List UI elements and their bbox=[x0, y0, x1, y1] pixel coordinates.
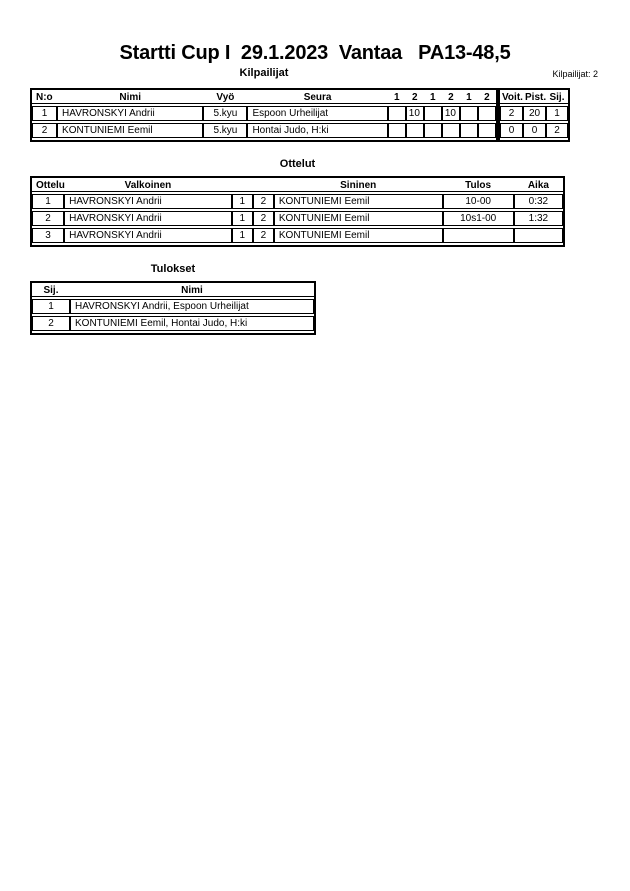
header-row bbox=[32, 180, 563, 192]
cell-match-no: 1 bbox=[32, 194, 64, 209]
col-header-result: Tulos bbox=[443, 180, 514, 192]
cell-place: 2 bbox=[32, 316, 70, 331]
col-header-club: Seura bbox=[247, 92, 387, 104]
cell-blue-name: KONTUNIEMI Eemil bbox=[274, 194, 443, 209]
cell-name: HAVRONSKYI Andrii bbox=[57, 106, 203, 121]
col-header-points: Pist. bbox=[525, 92, 547, 103]
cell-score bbox=[424, 106, 442, 121]
summary-row bbox=[500, 123, 568, 138]
cell-white-name: HAVRONSKYI Andrii bbox=[64, 228, 232, 243]
col-header-white-no bbox=[232, 180, 253, 192]
kilpailijat-table-group bbox=[30, 88, 570, 142]
cell-no: 1 bbox=[32, 106, 57, 121]
cell-blue-no: 2 bbox=[253, 228, 274, 243]
cell-score: 10 bbox=[442, 106, 460, 121]
cell-score bbox=[406, 123, 424, 138]
match-row bbox=[32, 194, 563, 209]
cell-blue-name: KONTUNIEMI Eemil bbox=[274, 228, 443, 243]
cell-points: 0 bbox=[523, 123, 546, 138]
cell-time: 1:32 bbox=[514, 211, 563, 226]
cell-score bbox=[460, 123, 478, 138]
col-header-match: Ottelu bbox=[32, 180, 64, 192]
cell-wins: 2 bbox=[500, 106, 523, 121]
cell-blue-no: 2 bbox=[253, 194, 274, 209]
cell-time bbox=[514, 228, 563, 243]
page-title: Startti Cup I 29.1.2023 Vantaa PA13-48,5 bbox=[119, 42, 511, 64]
cell-white-name: HAVRONSKYI Andrii bbox=[64, 194, 232, 209]
col-header-name: Nimi bbox=[70, 285, 314, 297]
cell-result: 10-00 bbox=[443, 194, 514, 209]
cell-white-name: HAVRONSKYI Andrii bbox=[64, 211, 232, 226]
cell-place: 2 bbox=[546, 123, 568, 138]
col-header-score: 2 bbox=[406, 92, 424, 104]
match-row bbox=[32, 211, 563, 226]
cell-points: 20 bbox=[523, 106, 546, 121]
summary-row bbox=[500, 106, 568, 121]
ottelut-heading: Ottelut bbox=[279, 158, 316, 170]
cell-place: 1 bbox=[546, 106, 568, 121]
tulokset-table bbox=[30, 281, 316, 335]
cell-score: 10 bbox=[406, 106, 424, 121]
cell-result bbox=[443, 228, 514, 243]
cell-name: KONTUNIEMI Eemil bbox=[57, 123, 203, 138]
tulokset-heading: Tulokset bbox=[150, 263, 196, 275]
cell-place: 1 bbox=[32, 299, 70, 314]
cell-match-no: 2 bbox=[32, 211, 64, 226]
cell-blue-name: KONTUNIEMI Eemil bbox=[274, 211, 443, 226]
result-row bbox=[32, 299, 314, 314]
cell-match-no: 3 bbox=[32, 228, 64, 243]
col-header-score: 2 bbox=[478, 92, 496, 104]
cell-blue-no: 2 bbox=[253, 211, 274, 226]
competitor-row bbox=[32, 123, 496, 138]
kilpailijat-summary-table bbox=[498, 88, 570, 142]
cell-score bbox=[460, 106, 478, 121]
cell-white-no: 1 bbox=[232, 228, 253, 243]
cell-white-no: 1 bbox=[232, 211, 253, 226]
col-header-wins: Voit. bbox=[502, 92, 523, 103]
col-header-score: 1 bbox=[388, 92, 406, 104]
col-header-blue-no bbox=[253, 180, 274, 192]
cell-club: Hontai Judo, H:ki bbox=[247, 123, 387, 138]
header-row bbox=[32, 285, 314, 297]
match-row bbox=[32, 228, 563, 243]
cell-score bbox=[442, 123, 460, 138]
cell-name: KONTUNIEMI Eemil, Hontai Judo, H:ki bbox=[70, 316, 314, 331]
col-header-no: N:o bbox=[32, 92, 57, 104]
cell-belt: 5.kyu bbox=[203, 123, 247, 138]
cell-result: 10s1-00 bbox=[443, 211, 514, 226]
header-row bbox=[32, 92, 496, 104]
cell-score bbox=[478, 123, 496, 138]
kilpailijat-main-table bbox=[30, 88, 498, 142]
col-header-white: Valkoinen bbox=[64, 180, 232, 192]
cell-score bbox=[478, 106, 496, 121]
cell-time: 0:32 bbox=[514, 194, 563, 209]
kilpailijat-heading: Kilpailijat bbox=[239, 67, 289, 79]
cell-score bbox=[388, 106, 406, 121]
competitor-row bbox=[32, 106, 496, 121]
cell-name: HAVRONSKYI Andrii, Espoon Urheilijat bbox=[70, 299, 314, 314]
col-header-score: 1 bbox=[424, 92, 442, 104]
ottelut-table bbox=[30, 176, 565, 247]
cell-white-no: 1 bbox=[232, 194, 253, 209]
result-row bbox=[32, 316, 314, 331]
col-header-time: Aika bbox=[514, 180, 563, 192]
competitor-count-label: Kilpailijat: 2 bbox=[552, 69, 598, 79]
col-header-score: 2 bbox=[442, 92, 460, 104]
col-header-score: 1 bbox=[460, 92, 478, 104]
cell-club: Espoon Urheilijat bbox=[247, 106, 387, 121]
col-header-place: Sij. bbox=[546, 92, 568, 104]
col-header-belt: Vyö bbox=[203, 92, 247, 104]
cell-wins: 0 bbox=[500, 123, 523, 138]
cell-score bbox=[424, 123, 442, 138]
cell-belt: 5.kyu bbox=[203, 106, 247, 121]
cell-no: 2 bbox=[32, 123, 57, 138]
col-header-place: Sij. bbox=[32, 285, 70, 297]
header-row bbox=[500, 92, 568, 104]
col-header-blue: Sininen bbox=[274, 180, 443, 192]
cell-score bbox=[388, 123, 406, 138]
col-header-name: Nimi bbox=[57, 92, 203, 104]
